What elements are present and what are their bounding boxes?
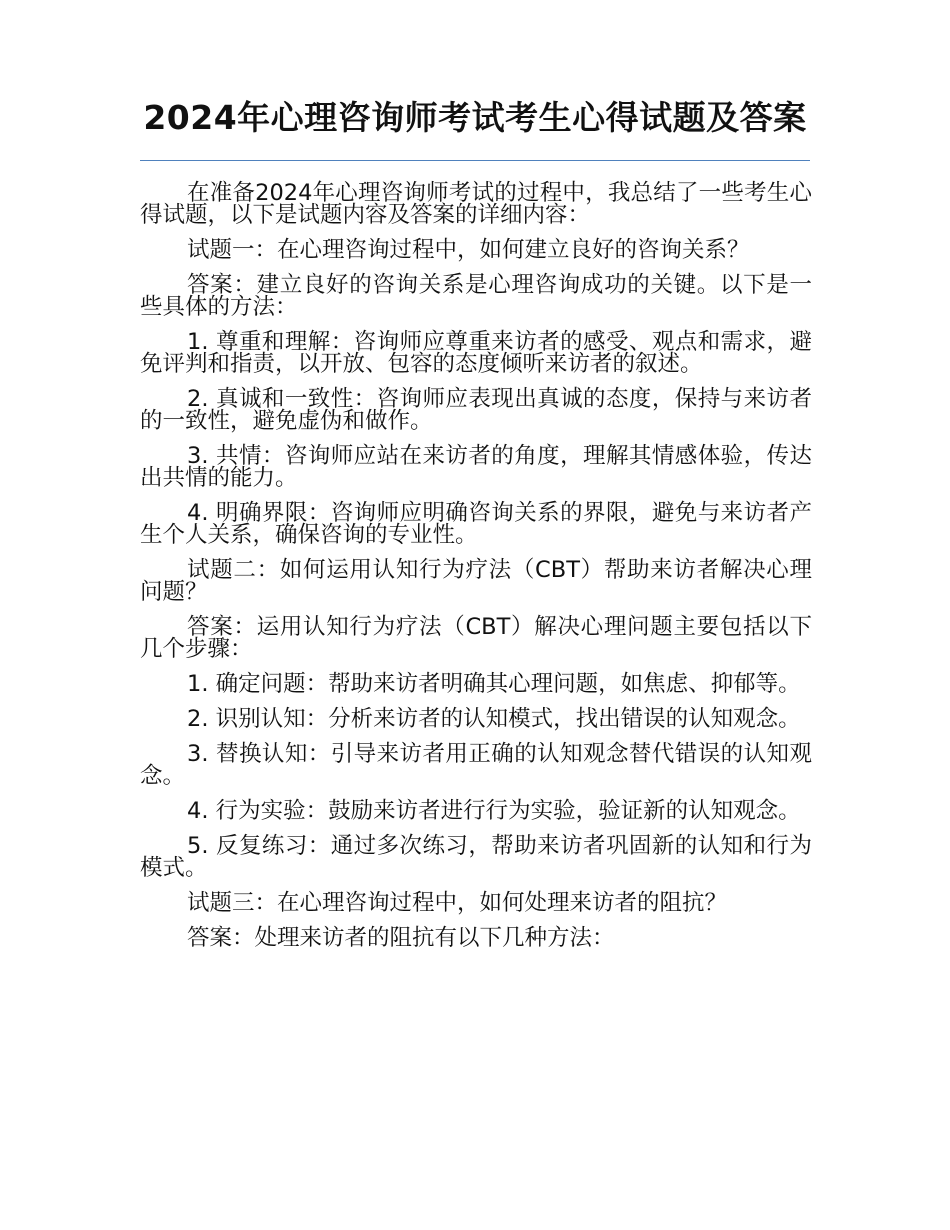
answer-1-item-3: 3. 共情：咨询师应站在来访者的角度，理解其情感体验，传达出共情的能力。 — [140, 443, 812, 491]
intro-paragraph: 在准备2024年心理咨询师考试的过程中，我总结了一些考生心得试题，以下是试题内容及答案的详细内容： — [140, 180, 812, 228]
document-body — [140, 182, 812, 962]
title-underline-divider — [140, 160, 810, 161]
question-3: 试题三：在心理咨询过程中，如何处理来访者的阻抗？ — [187, 890, 728, 916]
answer-2-item-3: 3. 替换认知：引导来访者用正确的认知观念替代错误的认知观念。 — [140, 741, 812, 789]
answer-2-intro: 答案：运用认知行为疗法（CBT）解决心理问题主要包括以下几个步骤： — [140, 614, 812, 662]
answer-3-intro: 答案：处理来访者的阻抗有以下几种方法： — [187, 925, 615, 951]
document-title: 2024年心理咨询师考试考生心得试题及答案 — [143, 98, 807, 137]
answer-2-item-5: 5. 反复练习：通过多次练习，帮助来访者巩固新的认知和行为模式。 — [140, 833, 812, 881]
answer-1-item-1: 1. 尊重和理解：咨询师应尊重来访者的感受、观点和需求，避免评判和指责，以开放、包容的态度倾听来访者的叙述。 — [140, 329, 812, 377]
answer-1-item-2: 2. 真诚和一致性：咨询师应表现出真诚的态度，保持与来访者的一致性，避免虚伪和做作。 — [140, 386, 812, 434]
answer-1-intro: 答案：建立良好的咨询关系是心理咨询成功的关键。以下是一些具体的方法： — [140, 272, 812, 320]
answer-1-item-4: 4. 明确界限：咨询师应明确咨询关系的界限，避免与来访者产生个人关系，确保咨询的专业性。 — [140, 500, 812, 548]
answer-2-item-2: 2. 识别认知：分析来访者的认知模式，找出错误的认知观念。 — [187, 706, 801, 732]
answer-2-item-1: 1. 确定问题：帮助来访者明确其心理问题，如焦虑、抑郁等。 — [187, 671, 801, 697]
question-1: 试题一：在心理咨询过程中，如何建立良好的咨询关系？ — [187, 237, 750, 263]
answer-2-item-4: 4. 行为实验：鼓励来访者进行行为实验，验证新的认知观念。 — [187, 798, 801, 824]
question-2: 试题二：如何运用认知行为疗法（CBT）帮助来访者解决心理问题？ — [140, 557, 812, 605]
